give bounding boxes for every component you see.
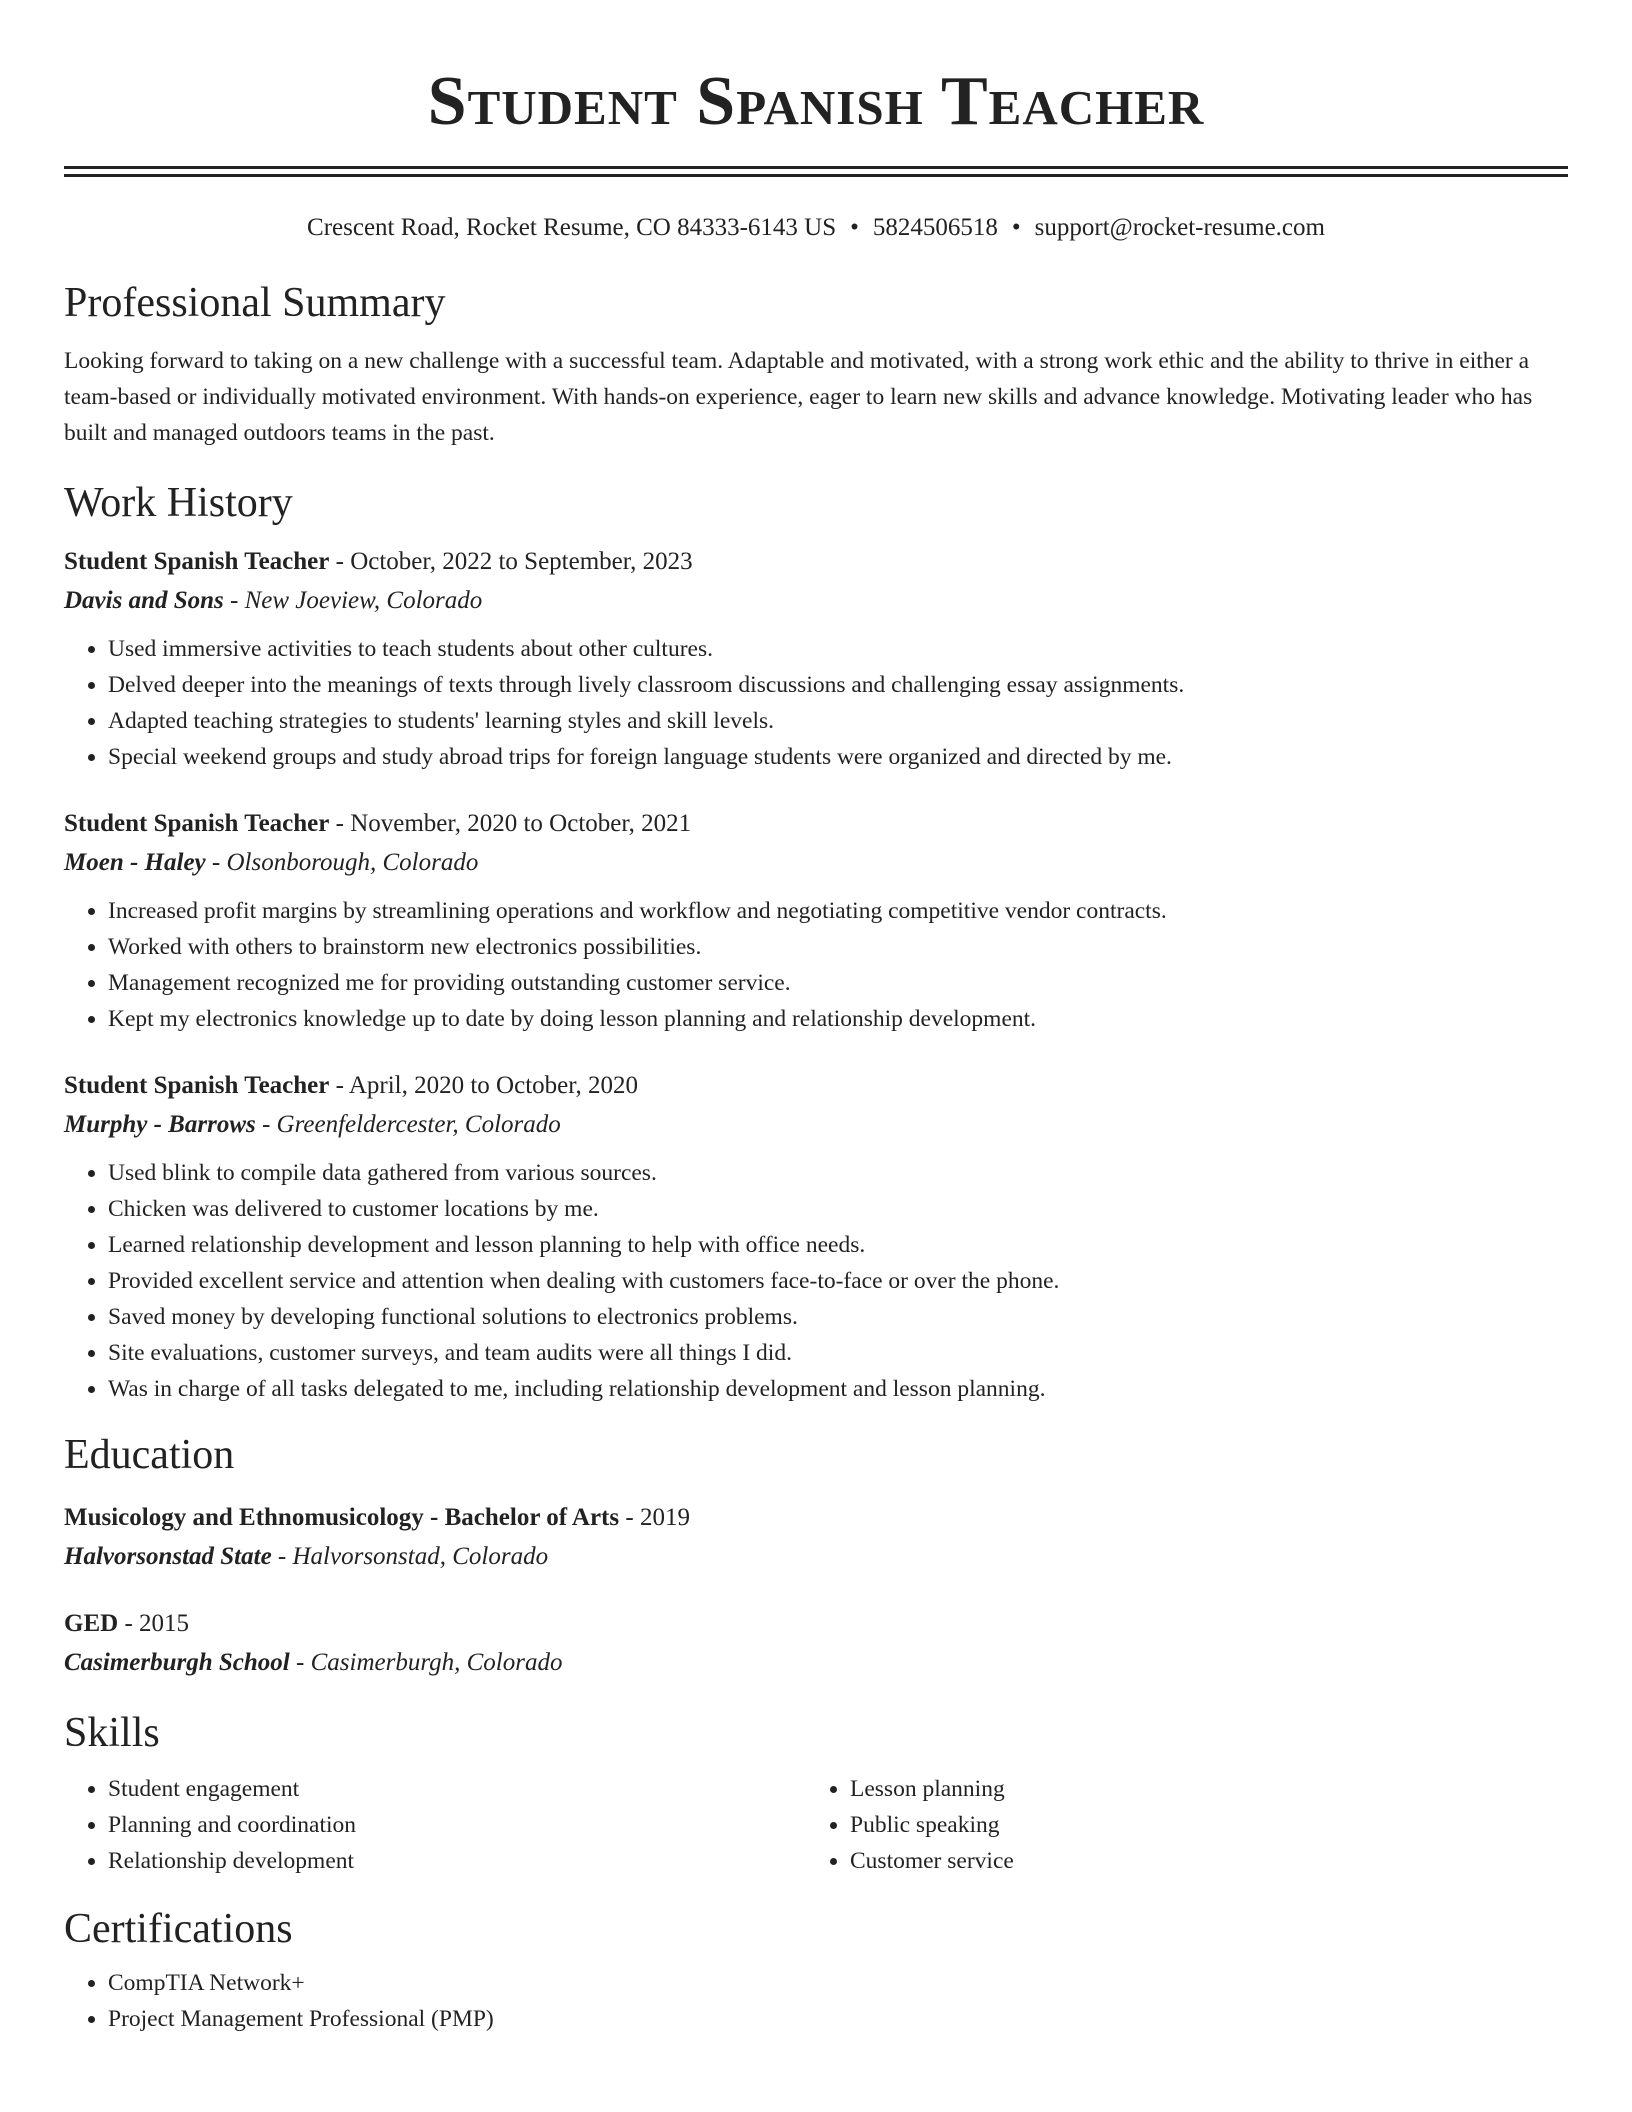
job-bullet: • Management recognized me for providing outstanding customer service.	[108, 965, 1568, 1001]
education-year: - 2015	[118, 1610, 190, 1637]
header-rule-bottom	[64, 174, 1568, 177]
job-location: - New Joeview, Colorado	[223, 587, 483, 614]
job-role: Student Spanish Teacher	[64, 1072, 330, 1099]
job-dates: - October, 2022 to September, 2023	[329, 548, 693, 575]
contact-email: support@rocket-resume.com	[1034, 214, 1325, 241]
job-bullet: • Delved deeper into the meanings of texts through lively classroom discussions and challenging essay assignments.	[108, 667, 1568, 703]
job-bullet: • Provided excellent service and attention when dealing with customers face-to-face or over the phone.	[108, 1263, 1568, 1299]
job-bullet: • Chicken was delivered to customer locations by me.	[108, 1191, 1568, 1227]
job-role: Student Spanish Teacher	[64, 810, 330, 837]
job-bullet: • Saved money by developing functional solutions to electronics problems.	[108, 1299, 1568, 1335]
work-history-heading: Work History	[64, 480, 293, 526]
skills-column-left	[64, 1771, 806, 1879]
contact-phone: 5824506518	[872, 214, 998, 241]
education-heading-line	[64, 1499, 1568, 1537]
job-entry	[64, 543, 1568, 775]
job-company: Davis and Sons	[64, 587, 224, 614]
education-year: - 2019	[619, 1504, 690, 1531]
education-school-line	[64, 1643, 1568, 1683]
skills-grid	[64, 1771, 1568, 1879]
job-location: - Greenfeldercester, Colorado	[255, 1111, 561, 1138]
job-bullet: • Increased profit margins by streamlining operations and workflow and negotiating competitive vendor contracts.	[108, 893, 1568, 929]
job-employer-line	[64, 1105, 1568, 1145]
education-entry	[64, 1499, 1568, 1577]
education-school: Casimerburgh School	[64, 1649, 290, 1676]
job-bullet: • Site evaluations, customer surveys, and team audits were all things I did.	[108, 1335, 1568, 1371]
job-bullet: • Was in charge of all tasks delegated to me, including relationship development and lesson planning.	[108, 1371, 1568, 1407]
job-bullet: • Special weekend groups and study abroad trips for foreign language students were organized and directed by me.	[108, 739, 1568, 775]
job-dates: - November, 2020 to October, 2021	[329, 810, 692, 837]
contact-separator: •	[850, 214, 859, 241]
contact-separator: •	[1011, 214, 1021, 241]
job-employer-line	[64, 581, 1568, 621]
skills-heading: Skills	[64, 1710, 160, 1756]
job-company: Moen - Haley	[64, 849, 206, 876]
job-bullet: • Worked with others to brainstorm new electronics possibilities.	[108, 929, 1568, 965]
skill-item: • Public speaking	[850, 1807, 1548, 1843]
certifications-heading: Certifications	[64, 1906, 293, 1952]
job-entry	[64, 1067, 1568, 1407]
education-location: - Casimerburgh, Colorado	[289, 1649, 563, 1676]
job-location: - Olsonborough, Colorado	[205, 849, 479, 876]
job-bullets	[64, 631, 1568, 775]
skill-item: • Lesson planning	[850, 1771, 1548, 1807]
job-entry	[64, 805, 1568, 1037]
job-employer-line	[64, 843, 1568, 883]
skill-item: • Planning and coordination	[108, 1807, 806, 1843]
education-entry	[64, 1605, 1568, 1683]
certification-item: • CompTIA Network+	[108, 1965, 1568, 2001]
job-bullet: • Adapted teaching strategies to students' learning styles and skill levels.	[108, 703, 1568, 739]
job-bullets	[64, 893, 1568, 1037]
resume-page	[64, 0, 1568, 2037]
skills-column-right	[806, 1771, 1548, 1879]
education-degree: GED	[64, 1610, 119, 1637]
job-bullet: • Used immersive activities to teach students about other cultures.	[108, 631, 1568, 667]
education-heading-line	[64, 1605, 1568, 1643]
job-heading	[64, 543, 1568, 581]
summary-heading: Professional Summary	[64, 280, 446, 326]
certifications-list	[64, 1965, 1568, 2037]
education-school: Halvorsonstad State	[64, 1543, 272, 1570]
job-heading	[64, 805, 1568, 843]
job-company: Murphy - Barrows	[64, 1111, 256, 1138]
skill-item: • Relationship development	[108, 1843, 806, 1879]
education-degree: Musicology and Ethnomusicology - Bachelor of Arts	[64, 1504, 620, 1531]
job-bullet: • Kept my electronics knowledge up to date by doing lesson planning and relationship development.	[108, 1001, 1568, 1037]
education-location: - Halvorsonstad, Colorado	[271, 1543, 549, 1570]
certification-item: • Project Management Professional (PMP)	[108, 2001, 1568, 2037]
job-heading	[64, 1067, 1568, 1105]
skill-item: • Customer service	[850, 1843, 1548, 1879]
job-role: Student Spanish Teacher	[64, 548, 330, 575]
contact-address: Crescent Road, Rocket Resume, CO 84333-6143 US	[307, 214, 837, 241]
education-heading: Education	[64, 1432, 235, 1478]
job-bullets	[64, 1155, 1568, 1407]
job-bullet: • Learned relationship development and lesson planning to help with office needs.	[108, 1227, 1568, 1263]
job-dates: - April, 2020 to October, 2020	[329, 1072, 639, 1099]
candidate-name: Student Spanish Teacher	[427, 63, 1205, 140]
header-rule-top	[64, 166, 1568, 169]
education-school-line	[64, 1537, 1568, 1577]
header-double-rule	[64, 166, 1568, 177]
skill-item: • Student engagement	[108, 1771, 806, 1807]
contact-line	[64, 211, 1568, 245]
job-bullet: • Used blink to compile data gathered from various sources.	[108, 1155, 1568, 1191]
summary-text: Looking forward to taking on a new challenge with a successful team. Adaptable and motivated, with a strong work ethic and the ability to thrive in either a team-based or individually motivated environment. With hands-on experience, eager to learn new skills and advance knowledge. Motivating leader who has built and managed outdoors teams in the past.	[64, 348, 1533, 446]
